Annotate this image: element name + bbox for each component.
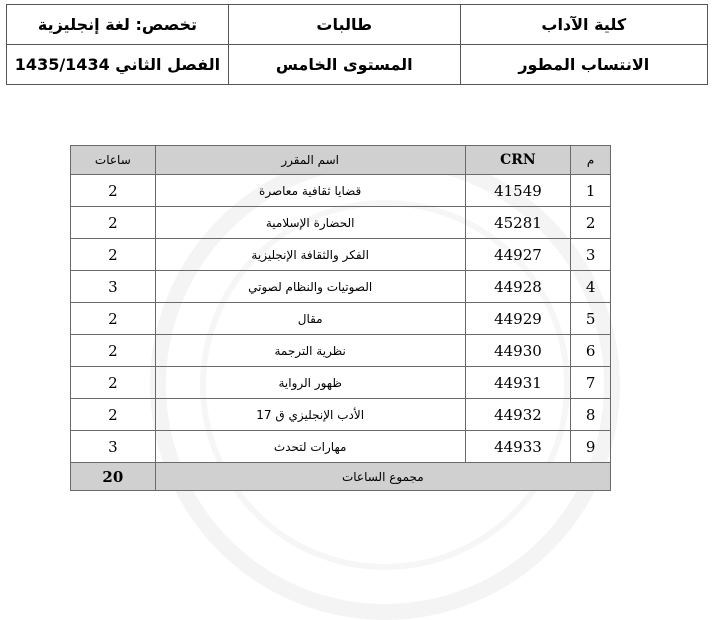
course-row	[71, 175, 611, 207]
course-hours: 2	[71, 399, 156, 431]
column-header-number: م	[571, 146, 611, 175]
course-hours: 2	[71, 239, 156, 271]
course-crn: 44928	[465, 271, 571, 303]
courses-header-row	[71, 146, 611, 175]
term-cell: الفصل الثاني 1435/1434	[7, 45, 229, 85]
course-crn: 44933	[465, 431, 571, 463]
course-number: 4	[571, 271, 611, 303]
column-header-crn: CRN	[465, 146, 571, 175]
course-row	[71, 271, 611, 303]
course-crn: 44927	[465, 239, 571, 271]
header-row	[7, 5, 708, 45]
course-number: 3	[571, 239, 611, 271]
courses-table	[70, 145, 611, 491]
study-mode-cell: الانتساب المطور	[460, 45, 707, 85]
course-number: 9	[571, 431, 611, 463]
course-name: مقال	[155, 303, 465, 335]
course-name: الحضارة الإسلامية	[155, 207, 465, 239]
major-cell: تخصص: لغة إنجليزية	[7, 5, 229, 45]
course-hours: 2	[71, 175, 156, 207]
course-row	[71, 367, 611, 399]
course-number: 2	[571, 207, 611, 239]
college-cell: كلية الآداب	[460, 5, 707, 45]
course-crn: 44929	[465, 303, 571, 335]
course-row	[71, 239, 611, 271]
total-row	[71, 463, 611, 491]
total-hours: 20	[71, 463, 156, 491]
course-name: نظرية الترجمة	[155, 335, 465, 367]
course-number: 5	[571, 303, 611, 335]
course-hours: 2	[71, 303, 156, 335]
course-row	[71, 303, 611, 335]
column-header-course-name: اسم المقرر	[155, 146, 465, 175]
course-hours: 3	[71, 431, 156, 463]
course-crn: 45281	[465, 207, 571, 239]
course-rows	[71, 175, 611, 463]
course-name: الفكر والثقافة الإنجليزية	[155, 239, 465, 271]
course-name: قضايا ثقافية معاصرة	[155, 175, 465, 207]
total-label: مجموع الساعات	[155, 463, 610, 491]
course-crn: 44932	[465, 399, 571, 431]
course-name: الصوتيات والنظام لصوتي	[155, 271, 465, 303]
course-row	[71, 399, 611, 431]
header-row	[7, 45, 708, 85]
course-number: 8	[571, 399, 611, 431]
course-hours: 2	[71, 207, 156, 239]
course-name: ظهور الرواية	[155, 367, 465, 399]
info-header-table	[6, 4, 708, 85]
course-hours: 2	[71, 335, 156, 367]
course-row	[71, 207, 611, 239]
course-crn: 41549	[465, 175, 571, 207]
level-cell: المستوى الخامس	[228, 45, 460, 85]
course-number: 1	[571, 175, 611, 207]
gender-cell: طالبات	[228, 5, 460, 45]
column-header-hours: ساعات	[71, 146, 156, 175]
course-crn: 44930	[465, 335, 571, 367]
course-name: مهارات لتحدث	[155, 431, 465, 463]
course-row	[71, 335, 611, 367]
course-hours: 3	[71, 271, 156, 303]
course-number: 7	[571, 367, 611, 399]
course-name: الأدب الإنجليزي ق 17	[155, 399, 465, 431]
course-hours: 2	[71, 367, 156, 399]
course-crn: 44931	[465, 367, 571, 399]
course-number: 6	[571, 335, 611, 367]
course-row	[71, 431, 611, 463]
